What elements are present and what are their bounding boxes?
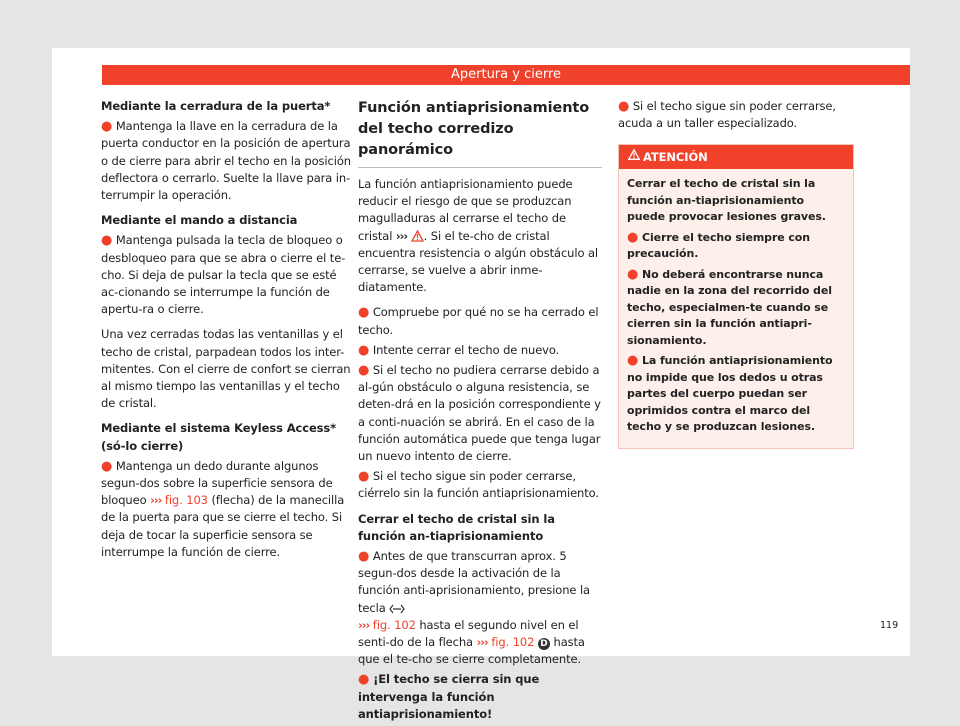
warning-intro: Cerrar el techo de cristal sin la función an-tiaprisionamiento puede provocar lesiones graves.	[627, 177, 826, 224]
bullet-obstacle	[358, 362, 602, 465]
figure-link-103[interactable]: fig. 103	[164, 493, 208, 508]
column-left	[101, 98, 355, 564]
bullet-icon: ●	[627, 353, 639, 369]
bullet-icon: ●	[101, 119, 113, 135]
warning-item-text: No deberá encontrarse nunca nadie en la zona del recorrido del techo, especialmen-te cuando se cierren sin la función antiapri-sionamiento.	[627, 267, 832, 347]
bullet-text: Compruebe por qué no se ha cerrado el techo.	[358, 305, 599, 337]
paragraph-text: . Si el te-cho de cristal encuentra resistencia o algún obstáculo al cerrarse, se vuelve a abrir inme-diatamente.	[358, 228, 598, 295]
warning-item	[627, 230, 845, 263]
bullet-text: hasta que el te-cho se cierre completamente.	[358, 635, 585, 667]
section-title: Función antiaprisionamiento del techo corredizo panorámico	[358, 98, 602, 168]
figure-callout-d: D	[538, 638, 550, 650]
section-header: Apertura y cierre	[102, 65, 910, 85]
bullet-text: Intente cerrar el techo de nuevo.	[372, 342, 560, 357]
bullet-text: Mantenga un dedo durante algunos segun-dos sobre la superficie sensora de bloqueo	[101, 458, 333, 508]
ref-arrows: ›››	[476, 635, 488, 650]
bullet-text: hasta el segundo nivel en el senti-do de la flecha	[358, 617, 579, 650]
figure-link-102[interactable]: fig. 102	[491, 635, 535, 650]
subheading-close-without: Cerrar el techo de cristal sin la función an-tiaprisionamiento	[358, 511, 555, 543]
bullet-text: Mantenga pulsada la tecla de bloqueo o desbloqueo para que se abra o cierre el te-cho. Si deja de pulsar la tecla que se esté ac-cionando se interrumpe la función de apertu-ra o cierre.	[101, 233, 346, 317]
manual-page	[52, 48, 910, 721]
bullet-text: Mantenga la llave en la cerradura de la puerta conductor en la posición de apertura o de cierre para abrir el techo en la posición deflectora o cerrarlo. Suelte la llave para in-terrumpir la operación.	[101, 119, 351, 203]
bullet-door-lock	[101, 118, 355, 204]
warning-item-text: La función antiaprisionamiento no impide que los dedos u otras partes del cuerpo puedan ser oprimidos contra el marco del techo y se produzcan lesiones.	[627, 354, 833, 434]
bullet-workshop	[618, 98, 854, 132]
bullet-text: Si el techo no pudiera cerrarse debido a al-gún obstáculo o alguna resistencia, se deten-drá en la posición correspondiente y a conti-nuación se abrirá. En el caso de la función automática puede que tenga lugar un nuevo intento de cierre.	[358, 363, 601, 464]
bullet-icon: ●	[358, 672, 370, 688]
bullet-text: (flecha) de la manecilla de la puerta para que se cierre el techo. Si deja de tocar la superficie sensora se interrumpe la función de cierre.	[101, 493, 345, 559]
warning-title: ATENCIÓN	[643, 150, 708, 165]
warning-item	[627, 353, 845, 436]
column-right	[618, 98, 854, 449]
paragraph-intro	[358, 176, 602, 296]
bullet-text: Si el techo sigue sin poder cerrarse, acuda a un taller especializado.	[618, 99, 836, 131]
warning-triangle-icon	[628, 149, 640, 160]
bullet-text: Antes de que transcurran aprox. 5 segun-dos desde la activación de la función anti-aprisionamiento, presione la tecla	[358, 549, 590, 615]
bullet-icon: ●	[358, 363, 370, 379]
bullet-text: Si el techo sigue sin poder cerrarse, ciérrelo sin la función antiaprisionamiento.	[358, 469, 599, 501]
ref-arrows: ›››	[358, 617, 370, 632]
warning-triangle-icon[interactable]	[411, 229, 424, 243]
bullet-icon: ●	[358, 469, 370, 485]
ref-arrows: ›››	[150, 493, 162, 508]
bullet-icon: ●	[101, 458, 113, 474]
subheading-door-lock: Mediante la cerradura de la puerta*	[101, 99, 331, 113]
roof-control-icon	[389, 601, 405, 615]
bullet-press-key	[358, 548, 602, 668]
paragraph-comfort-close: Una vez cerradas todas las ventanillas y el techo de cristal, parpadean todos los inter-mitentes. Con el cierre de confort se cierran al mismo tiempo las ventanillas y el techo de cristal.	[101, 327, 351, 411]
bullet-icon: ●	[358, 305, 370, 321]
bullet-icon: ●	[618, 99, 630, 114]
warning-body	[619, 169, 853, 448]
ref-arrows: ›››	[395, 228, 408, 243]
bullet-icon: ●	[358, 549, 370, 565]
warning-item	[627, 267, 845, 350]
bullet-result	[358, 671, 602, 723]
paragraph-text: La función antiaprisionamiento puede reducir el riesgo de que se produzcan magulladuras al cerrarse el techo de cristal	[358, 177, 573, 243]
column-middle	[358, 98, 602, 726]
bullet-icon: ●	[627, 229, 639, 245]
bullet-remote	[101, 232, 355, 318]
bullet-icon: ●	[101, 233, 113, 249]
warning-item-text: Cierre el techo siempre con precaución.	[627, 230, 810, 261]
figure-link-102[interactable]: fig. 102	[372, 617, 416, 632]
bullet-keyless	[101, 458, 355, 561]
bullet-icon: ●	[358, 342, 370, 358]
bullet-text: ¡El techo se cierra sin que intervenga la función antiaprisionamiento!	[358, 672, 540, 721]
subheading-keyless: Mediante el sistema Keyless Access* (só-lo cierre)	[101, 421, 337, 453]
page-number: 119	[880, 620, 899, 631]
subheading-remote: Mediante el mando a distancia	[101, 213, 298, 228]
warning-header	[619, 145, 853, 169]
bullet-close-manually	[358, 468, 602, 502]
bullet-check	[358, 304, 602, 338]
bullet-retry	[358, 342, 602, 359]
warning-box	[618, 144, 854, 449]
bullet-icon: ●	[627, 266, 639, 282]
